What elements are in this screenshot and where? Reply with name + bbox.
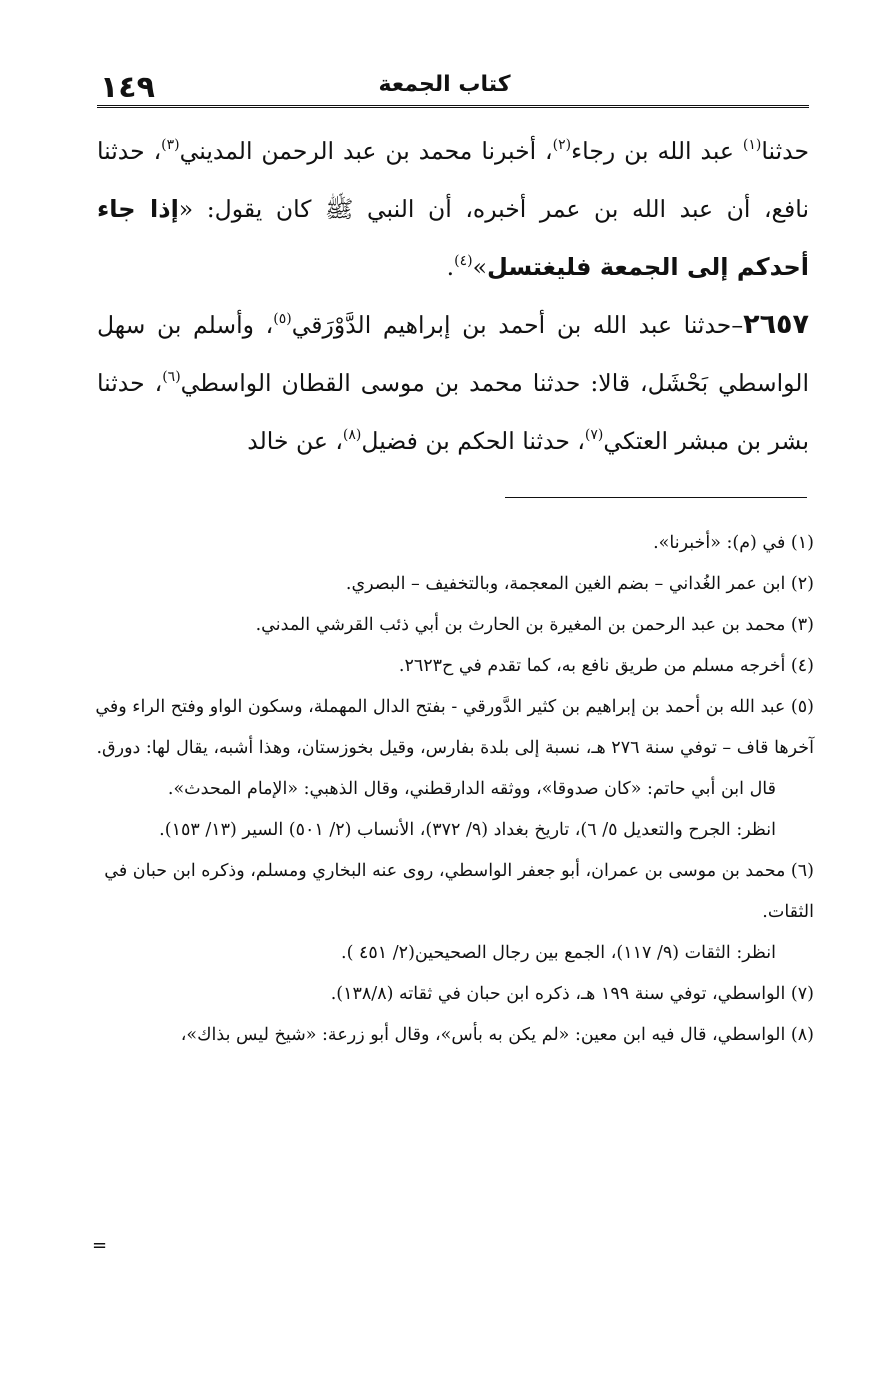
hadith-text-bold: إذا جاء أحدكم إلى الجمعة فليغتسل xyxy=(97,195,809,281)
footnote-ref[interactable]: (٤) xyxy=(454,253,473,269)
footnote-ref[interactable]: (٢) xyxy=(552,137,572,153)
paragraph-1 xyxy=(97,122,809,296)
text: » xyxy=(472,253,488,281)
text: ، أخبرنا محمد بن عبد الرحمن المديني xyxy=(179,137,553,165)
hadith-number: ٢٦٥٧ xyxy=(743,309,810,340)
footnote-separator xyxy=(505,497,807,498)
text: ، حدثنا الحكم بن فضيل xyxy=(361,427,585,455)
running-head: كتاب الجمعة xyxy=(378,72,511,97)
footnote-7: (٧) الواسطي، توفي سنة ١٩٩ هـ، ذكره ابن حبان في ثقاته (١٣٨/٨). xyxy=(330,984,814,1004)
text: –حدثنا عبد الله بن أحمد بن إبراهيم الدَّوْرَقي xyxy=(291,311,744,339)
footnote-ref[interactable]: (١) xyxy=(742,137,762,153)
footnote-ref[interactable]: (٧) xyxy=(584,427,604,443)
footnote-8: (٨) الواسطي، قال فيه ابن معين: «لم يكن به بأس»، وقال أبو زرعة: «شيخ ليس بذاك»، xyxy=(180,1025,814,1045)
continuation-mark: = xyxy=(92,1235,108,1256)
footnote-5-quote: قال ابن أبي حاتم: «كان صدوقا»، ووثقه الدارقطني، وقال الذهبي: «الإمام المحدث». xyxy=(167,779,776,799)
text: ، عن خالد xyxy=(247,427,343,455)
text: عبد الله بن رجاء xyxy=(571,137,743,165)
page-number: ١٤٩ xyxy=(100,70,155,105)
footnote-ref[interactable]: (٦) xyxy=(162,369,181,385)
text: ، حدثنا نافع، أن عبد الله بن عمر أخبره، أن النبي ﷺ كان يقول: « xyxy=(97,137,809,223)
footnote-ref[interactable]: (٥) xyxy=(273,311,292,327)
footnote-ref[interactable]: (٣) xyxy=(161,137,180,153)
header-rule xyxy=(97,105,809,108)
footnote-6-sources: انظر: الثقات (٩/ ١١٧)، الجمع بين رجال الصحيحين(٢/ ٤٥١ ). xyxy=(341,943,776,963)
footnote-5-sources: انظر: الجرح والتعديل ٥/ ٦)، تاريخ بغداد (٩/ ٣٧٢)، الأنساب (٢/ ٥٠١) السير (١٣/ ١٥٣). xyxy=(159,820,776,840)
text: . xyxy=(446,253,455,281)
main-text xyxy=(97,122,809,470)
footnote-4: (٤) أخرجه مسلم من طريق نافع به، كما تقدم في ح٢٦٢٣. xyxy=(398,656,814,676)
text: ، وأسلم بن سهل الواسطي بَحْشَل، قالا: حدثنا محمد بن موسى القطان الواسطي xyxy=(97,311,809,397)
text: حدثنا xyxy=(761,137,809,165)
footnote-2: (٢) ابن عمر الغُداني – بضم الغين المعجمة، وبالتخفيف – البصري. xyxy=(345,574,814,594)
footnote-1: (١) في (م): «أخبرنا». xyxy=(653,533,814,553)
footnote-5: (٥) عبد الله بن أحمد بن إبراهيم بن كثير الدَّورقي - بفتح الدال المهملة، وسكون الواو وفتح الراء وفي آخرها قاف – توفي سنة ٢٧٦ هـ، نسبة إلى بلدة بفارس، وقيل بخوزستان، وهذا أشبه، يقال لها: دورق. xyxy=(95,697,814,758)
footnote-3: (٣) محمد بن عبد الرحمن بن المغيرة بن الحارث بن أبي ذئب القرشي المدني. xyxy=(255,615,814,635)
footnote-ref[interactable]: (٨) xyxy=(342,427,362,443)
text: ، حدثنا بشر بن مبشر العتكي xyxy=(97,369,809,455)
paragraph-2 xyxy=(97,296,809,470)
footnote-6: (٦) محمد بن موسى بن عمران، أبو جعفر الواسطي، روى عنه البخاري ومسلم، وذكره ابن حبان في الثقات. xyxy=(104,861,814,922)
footnotes xyxy=(92,523,814,1056)
